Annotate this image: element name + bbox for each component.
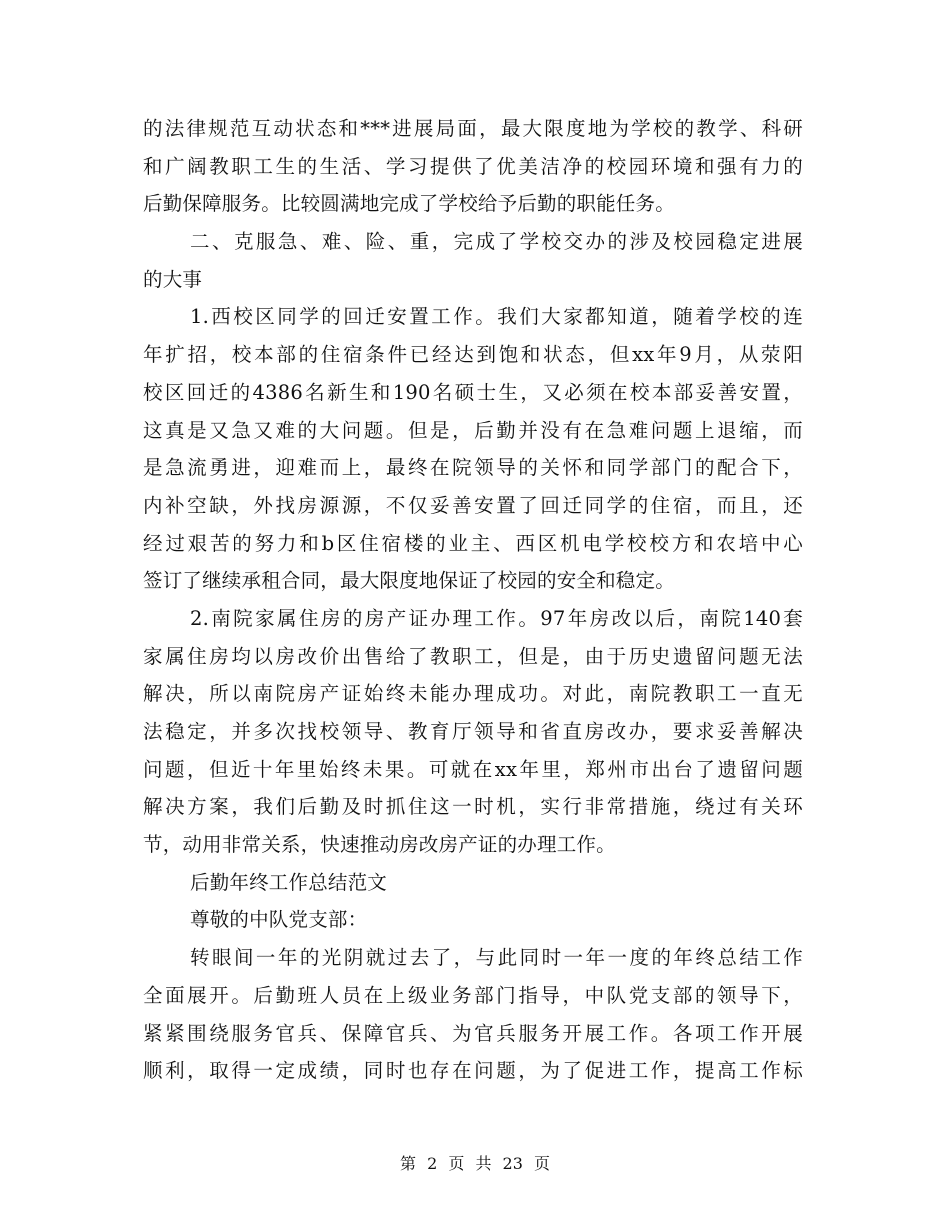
text-line: 家属住房均以房改价出售给了教职工，但是，由于历史遗留问题无法 bbox=[143, 644, 803, 668]
text-line: 法稳定，并多次找校领导、教育厅领导和省直房改办，要求妥善解决 bbox=[143, 720, 803, 743]
text-line: 后勤年终工作总结范文 bbox=[190, 870, 388, 894]
text-line: 二、克服急、难、险、重，完成了学校交办的涉及校园稳定进展 bbox=[190, 230, 803, 254]
text-line: 尊敬的中队党支部： bbox=[190, 908, 368, 932]
text-line: 问题，但近十年里始终未果。可就在xx年里，郑州市出台了遗留问题 bbox=[143, 757, 803, 781]
text-line: 全面展开。后勤班人员在上级业务部门指导，中队党支部的领导下， bbox=[143, 983, 803, 1007]
text-line: 解决，所以南院房产证始终未能办理成功。对此，南院教职工一直无 bbox=[143, 682, 803, 706]
text-line: 2.南院家属住房的房产证办理工作。97年房改以后，南院140套 bbox=[190, 606, 803, 630]
text-line: 经过艰苦的努力和b区住宿楼的业主、西区机电学校校方和农培中心 bbox=[143, 531, 803, 555]
text-line: 是急流勇进，迎难而上，最终在院领导的关怀和同学部门的配合下， bbox=[143, 456, 803, 480]
text-line: 紧紧围绕服务官兵、保障官兵、为官兵服务开展工作。各项工作开展 bbox=[143, 1021, 803, 1045]
text-line: 内补空缺，外找房源源，不仅妥善安置了回迁同学的住宿，而且，还 bbox=[143, 493, 803, 517]
page-footer: 第 2 页 共 23 页 bbox=[400, 1154, 550, 1173]
document-body bbox=[143, 110, 803, 1090]
text-line: 和广阔教职工生的生活、学习提供了优美洁净的校园环境和强有力的 bbox=[143, 154, 803, 178]
text-line: 这真是又急又难的大问题。但是，后勤并没有在急难问题上退缩，而 bbox=[143, 418, 803, 442]
text-line: 后勤保障服务。比较圆满地完成了学校给予后勤的职能任务。 bbox=[143, 192, 675, 216]
text-line: 转眼间一年的光阴就过去了，与此同时一年一度的年终总结工作 bbox=[190, 946, 803, 970]
text-line: 年扩招，校本部的住宿条件已经达到饱和状态，但xx年9月，从荥阳 bbox=[143, 343, 803, 367]
text-line: 顺利，取得一定成绩，同时也存在问题，为了促进工作，提高工作标 bbox=[143, 1059, 803, 1083]
text-line: 1.西校区同学的回迁安置工作。我们大家都知道，随着学校的连 bbox=[190, 305, 803, 329]
text-line: 节，动用非常关系，快速推动房改房产证的办理工作。 bbox=[143, 833, 616, 857]
text-line: 签订了继续承租合同，最大限度地保证了校园的安全和稳定。 bbox=[143, 569, 675, 593]
text-line: 的大事 bbox=[143, 267, 203, 291]
text-line: 校区回迁的4386名新生和190名硕士生，又必须在校本部妥善安置， bbox=[143, 380, 803, 404]
text-line: 的法律规范互动状态和***进展局面，最大限度地为学校的教学、科研 bbox=[143, 117, 803, 140]
text-line: 解决方案，我们后勤及时抓住这一时机，实行非常措施，绕过有关环 bbox=[143, 795, 803, 819]
